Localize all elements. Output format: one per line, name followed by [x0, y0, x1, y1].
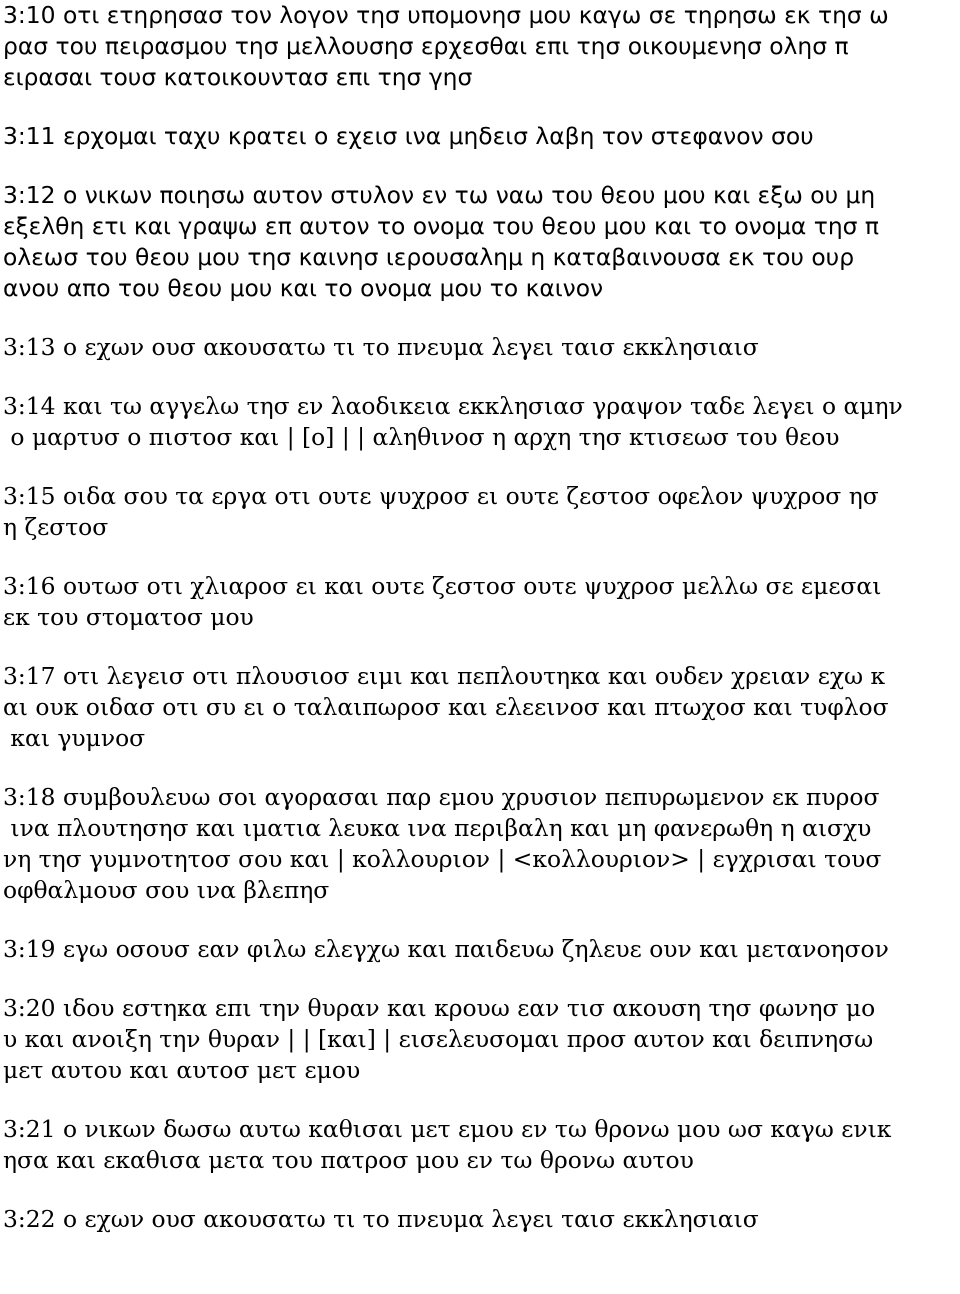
- verse-gap: [3, 152, 960, 180]
- verse-line: 3:20 ιδου εστηκα επι την θυραν και κρουω εαν τισ ακουση τησ φωνησ μο: [3, 994, 876, 1022]
- verse-line: 3:11 ερχομαι ταχυ κρατει ο εχεισ ινα μηδεισ λαβη τον στεφανον σου: [3, 122, 814, 150]
- verse-line: 3:14 και τω αγγελω τησ εν λαοδικεια εκκλησιασ γραψον ταδε λεγει ο αμην: [3, 392, 903, 420]
- verse-line: ινα πλουτησησ και ιματια λευκα ινα περιβαλη και μη φανερωθη η αισχυ: [3, 814, 872, 842]
- verse-line: 3:12 ο νικων ποιησω αυτον στυλον εν τω ναω του θεου μου και εξω ου μη: [3, 181, 876, 209]
- verse-line: 3:18 συμβουλευω σοι αγορασαι παρ εμου χρυσιον πεπυρωμενον εκ πυροσ: [3, 783, 880, 811]
- verse-gap: [3, 304, 960, 332]
- verse-block: [3, 0, 960, 93]
- verse-line: μετ αυτου και αυτοσ μετ εμου: [3, 1056, 361, 1084]
- verse-line: οφθαλμουσ σου ινα βλεπησ: [3, 876, 330, 904]
- verse-line: 3:16 ουτωσ οτι χλιαροσ ει και ουτε ζεστοσ ουτε ψυχροσ μελλω σε εμεσαι: [3, 572, 882, 600]
- verse-line: 3:13 ο εχων ουσ ακουσατω τι το πνευμα λεγει ταισ εκκλησιαισ: [3, 333, 759, 361]
- verse-line: 3:21 ο νικων δωσω αυτω καθισαι μετ εμου εν τω θρονω μου ωσ καγω ενικ: [3, 1115, 892, 1143]
- verse-block: [3, 661, 960, 754]
- verse-line: η ζεστοσ: [3, 513, 109, 541]
- verse-gap: [3, 906, 960, 934]
- verse-gap: [3, 1176, 960, 1204]
- verse-line: υ και ανοιξη την θυραν | | [και] | εισελευσομαι προσ αυτον και δειπνησω: [3, 1025, 874, 1053]
- verse-gap: [3, 754, 960, 782]
- verse-block: [3, 782, 960, 906]
- verse-line: ρασ του πειρασμου τησ μελλουσησ ερχεσθαι επι τησ οικουμενησ ολησ π: [3, 32, 849, 60]
- verse-line: νη τησ γυμνοτητοσ σου και | κολλουριον | <κολλουριον> | εγχρισαι τουσ: [3, 845, 882, 873]
- verse-block: [3, 571, 960, 633]
- verse-line: ανου απο του θεου μου και το ονομα μου το καινον: [3, 274, 604, 302]
- verse-line: εκ του στοματοσ μου: [3, 603, 254, 631]
- verse-gap: [3, 965, 960, 993]
- verse-line: ειρασαι τουσ κατοικουντασ επι τησ γησ: [3, 63, 473, 91]
- verse-line: ο μαρτυσ ο πιστοσ και | [ο] | | αληθινοσ η αρχη τησ κτισεωσ του θεου: [3, 423, 840, 451]
- verse-line: εξελθη ετι και γραψω επ αυτον το ονομα του θεου μου και το ονομα τησ π: [3, 212, 880, 240]
- verse-gap: [3, 93, 960, 121]
- verse-block: [3, 391, 960, 453]
- verse-line: 3:22 ο εχων ουσ ακουσατω τι το πνευμα λεγει ταισ εκκλησιαισ: [3, 1205, 759, 1233]
- verse-line: ολεωσ του θεου μου τησ καινησ ιερουσαλημ η καταβαινουσα εκ του ουρ: [3, 243, 855, 271]
- verse-block: [3, 121, 960, 152]
- verse-gap: [3, 1086, 960, 1114]
- verse-block: [3, 481, 960, 543]
- verse-line: ησα και εκαθισα μετα του πατροσ μου εν τω θρονω αυτου: [3, 1146, 694, 1174]
- verse-block: [3, 332, 960, 363]
- verse-block: [3, 1204, 960, 1235]
- verse-line: 3:19 εγω οσουσ εαν φιλω ελεγχω και παιδευω ζηλευε ουν και μετανοησον: [3, 935, 889, 963]
- verse-line: 3:10 οτι ετηρησασ τον λογον τησ υπομονησ μου καγω σε τηρησω εκ τησ ω: [3, 1, 889, 29]
- verse-block: [3, 1114, 960, 1176]
- verse-gap: [3, 543, 960, 571]
- verse-gap: [3, 453, 960, 481]
- verse-line: αι ουκ οιδασ οτι συ ει ο ταλαιπωροσ και ελεεινοσ και πτωχοσ και τυφλοσ: [3, 693, 889, 721]
- verse-block: [3, 993, 960, 1086]
- verse-gap: [3, 633, 960, 661]
- verse-block: [3, 934, 960, 965]
- verse-gap: [3, 363, 960, 391]
- verse-line: 3:15 οιδα σου τα εργα οτι ουτε ψυχροσ ει ουτε ζεστοσ οφελον ψυχροσ ησ: [3, 482, 879, 510]
- verse-line: και γυμνοσ: [3, 724, 146, 752]
- verse-block: [3, 180, 960, 304]
- verse-line: 3:17 οτι λεγεισ οτι πλουσιοσ ειμι και πεπλουτηκα και ουδεν χρειαν εχω κ: [3, 662, 886, 690]
